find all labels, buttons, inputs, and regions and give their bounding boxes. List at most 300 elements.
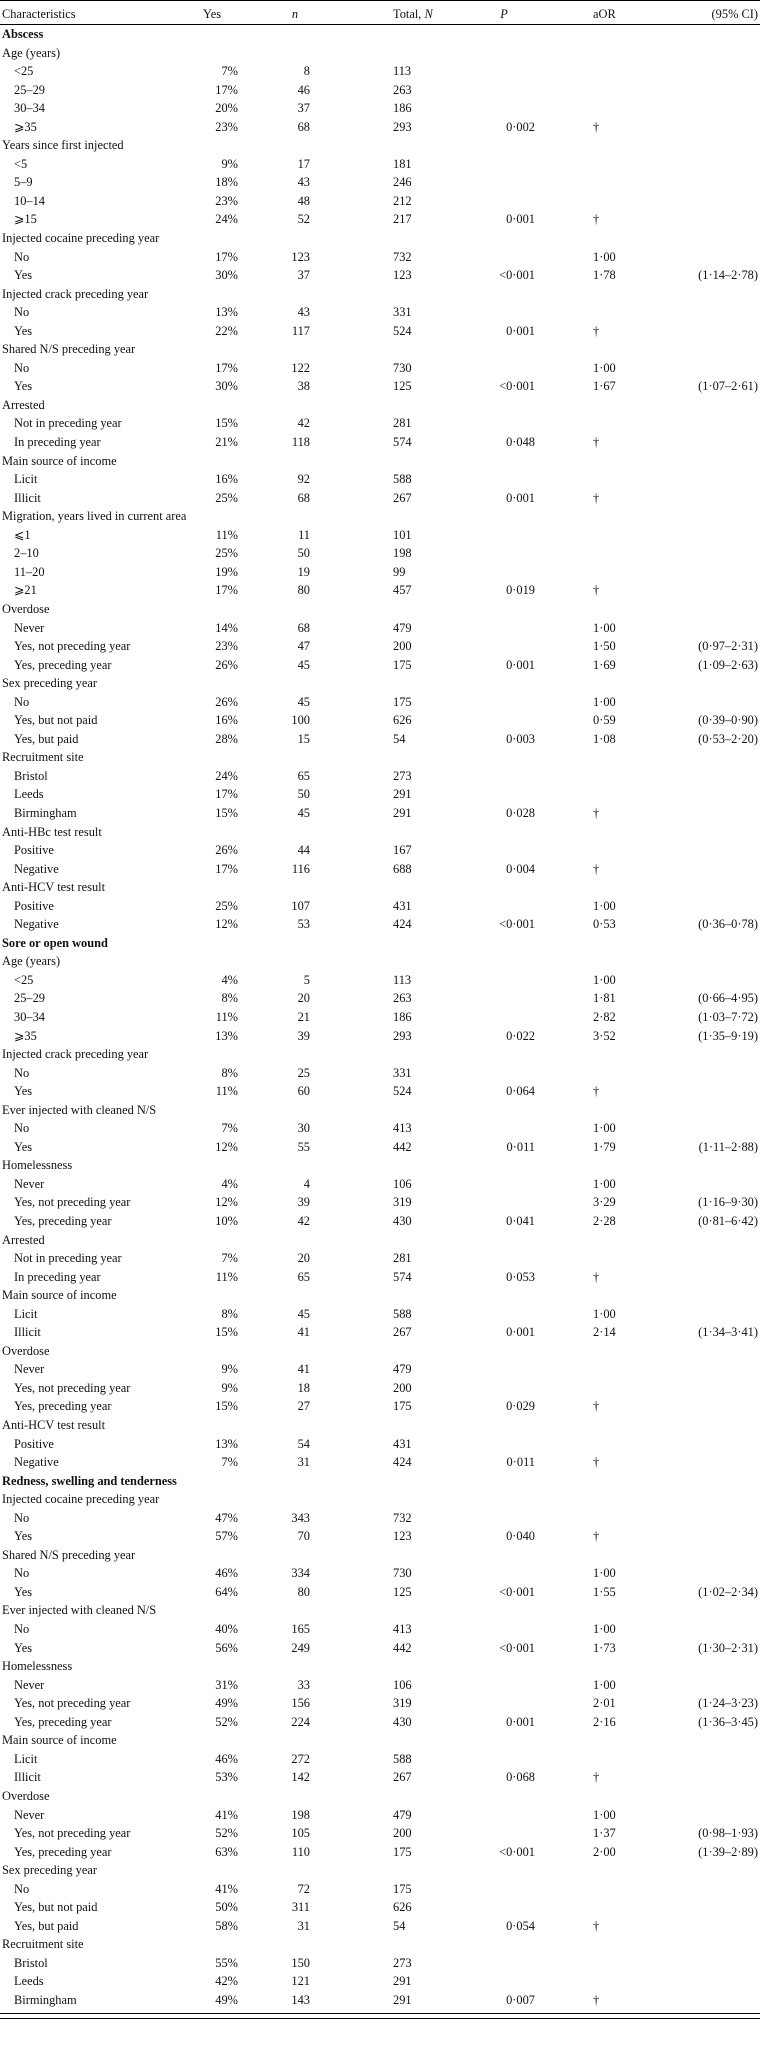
yes-percent-cell: 15% bbox=[215, 1325, 238, 1340]
yes-percent-cell: 21% bbox=[215, 435, 238, 450]
table-row bbox=[0, 1435, 760, 1454]
n-cell: 41 bbox=[297, 1362, 310, 1377]
category-label: 30–34 bbox=[14, 1009, 45, 1024]
variable-group-row bbox=[0, 1416, 760, 1435]
aor-cell: 1·55 bbox=[593, 1584, 616, 1599]
n-cell: 53 bbox=[297, 917, 310, 932]
header-aor: aOR bbox=[593, 7, 616, 21]
total-cell: 293 bbox=[393, 1028, 412, 1043]
total-cell: 319 bbox=[393, 1195, 412, 1210]
n-cell: 54 bbox=[297, 1436, 310, 1451]
yes-percent-cell: 42% bbox=[215, 1974, 238, 1989]
yes-percent-cell: 13% bbox=[215, 1436, 238, 1451]
category-label: Never bbox=[14, 1677, 45, 1692]
n-cell: 46 bbox=[297, 82, 310, 97]
table-row bbox=[0, 1379, 760, 1398]
aor-cell: † bbox=[593, 1529, 600, 1544]
total-cell: 281 bbox=[393, 416, 412, 431]
category-label: No bbox=[14, 694, 30, 709]
variable-group-label: Injected crack preceding year bbox=[2, 1047, 149, 1062]
n-cell: 80 bbox=[297, 583, 310, 598]
yes-percent-cell: 28% bbox=[215, 731, 238, 746]
yes-percent-cell: 12% bbox=[215, 1195, 238, 1210]
yes-percent-cell: 11% bbox=[215, 1084, 238, 1099]
header-total bbox=[393, 4, 433, 24]
p-value-cell: 0·040 bbox=[506, 1529, 535, 1544]
table-row bbox=[0, 433, 760, 452]
category-label: Never bbox=[14, 1807, 45, 1822]
yes-percent-cell: 18% bbox=[215, 175, 238, 190]
variable-group-row bbox=[0, 823, 760, 842]
category-label: No bbox=[14, 249, 30, 264]
yes-percent-cell: 46% bbox=[215, 1751, 238, 1766]
total-cell: 175 bbox=[393, 657, 412, 672]
yes-percent-cell: 14% bbox=[215, 620, 238, 635]
category-label: Illicit bbox=[14, 1325, 41, 1340]
yes-percent-cell: 23% bbox=[215, 193, 238, 208]
n-cell: 65 bbox=[297, 768, 310, 783]
variable-group-label: Recruitment site bbox=[2, 750, 84, 765]
n-cell: 45 bbox=[297, 805, 310, 820]
table-row bbox=[0, 303, 760, 322]
aor-cell: † bbox=[593, 1770, 600, 1785]
total-cell: 319 bbox=[393, 1696, 412, 1711]
n-cell: 105 bbox=[291, 1826, 310, 1841]
total-cell: 175 bbox=[393, 694, 412, 709]
yes-percent-cell: 58% bbox=[215, 1918, 238, 1933]
aor-cell: 2·82 bbox=[593, 1009, 616, 1024]
total-cell: 181 bbox=[393, 156, 412, 171]
variable-group-row bbox=[0, 1342, 760, 1361]
variable-group-label: Recruitment site bbox=[2, 1937, 84, 1952]
yes-percent-cell: 55% bbox=[215, 1955, 238, 1970]
aor-cell: 0·59 bbox=[593, 713, 616, 728]
aor-cell: 1·79 bbox=[593, 1139, 616, 1154]
header-ci: (95% CI) bbox=[711, 7, 758, 21]
aor-cell: † bbox=[593, 435, 600, 450]
table-row bbox=[0, 1880, 760, 1899]
yes-percent-cell: 10% bbox=[215, 1214, 238, 1228]
yes-percent-cell: 25% bbox=[215, 898, 238, 913]
header-yes: Yes bbox=[202, 7, 222, 21]
variable-group-label: Injected cocaine preceding year bbox=[2, 231, 160, 246]
table-row bbox=[0, 1193, 760, 1212]
yes-percent-cell: 30% bbox=[215, 268, 238, 283]
total-cell: 263 bbox=[393, 991, 412, 1006]
yes-percent-cell: 49% bbox=[215, 1696, 238, 1711]
category-label: Yes, not preceding year bbox=[14, 639, 131, 654]
ci-cell: (0·81–6·42) bbox=[698, 1214, 758, 1228]
yes-percent-cell: 9% bbox=[221, 1380, 238, 1395]
aor-cell: 1·69 bbox=[593, 657, 616, 672]
n-cell: 38 bbox=[297, 379, 310, 394]
total-cell: 125 bbox=[393, 1584, 412, 1599]
n-cell: 143 bbox=[291, 1992, 310, 2007]
category-label: 10–14 bbox=[14, 193, 45, 208]
total-cell: 331 bbox=[393, 1065, 412, 1080]
yes-percent-cell: 20% bbox=[215, 101, 238, 116]
n-cell: 110 bbox=[291, 1844, 310, 1859]
ci-cell: (1·35–9·19) bbox=[698, 1028, 758, 1043]
yes-percent-cell: 23% bbox=[215, 639, 238, 654]
table-row bbox=[0, 62, 760, 81]
p-value-cell: <0·001 bbox=[499, 379, 535, 394]
category-label: Yes, preceding year bbox=[14, 1844, 112, 1859]
category-label: <25 bbox=[14, 64, 34, 79]
p-value-cell: 0·001 bbox=[506, 323, 535, 338]
table-row bbox=[0, 526, 760, 545]
ci-cell: (0·53–2·20) bbox=[698, 731, 758, 746]
total-cell: 175 bbox=[393, 1844, 412, 1859]
n-cell: 42 bbox=[297, 416, 310, 431]
variable-group-label: Shared N/S preceding year bbox=[2, 342, 136, 357]
total-cell: 732 bbox=[393, 249, 412, 264]
table-row bbox=[0, 1397, 760, 1416]
table-row bbox=[0, 1138, 760, 1157]
yes-percent-cell: 22% bbox=[215, 323, 238, 338]
variable-group-row bbox=[0, 1935, 760, 1954]
category-label: ⩾35 bbox=[14, 119, 37, 134]
n-cell: 37 bbox=[297, 268, 310, 283]
table-row bbox=[0, 1305, 760, 1324]
ci-cell: (1·16–9·30) bbox=[698, 1195, 758, 1210]
aor-cell: † bbox=[593, 119, 600, 134]
yes-percent-cell: 24% bbox=[215, 212, 238, 227]
category-label: No bbox=[14, 1510, 30, 1525]
total-cell: 457 bbox=[393, 583, 412, 598]
total-cell: 442 bbox=[393, 1139, 412, 1154]
total-cell: 430 bbox=[393, 1214, 412, 1228]
table-row bbox=[0, 767, 760, 786]
table-row bbox=[0, 248, 760, 267]
n-cell: 39 bbox=[297, 1195, 310, 1210]
aor-cell: 1·00 bbox=[593, 1807, 616, 1822]
yes-percent-cell: 17% bbox=[215, 249, 238, 264]
variable-group-row bbox=[0, 1156, 760, 1175]
p-value-cell: 0·022 bbox=[506, 1028, 535, 1043]
category-label: 25–29 bbox=[14, 82, 45, 97]
n-cell: 33 bbox=[297, 1677, 310, 1692]
table-row bbox=[0, 730, 760, 749]
ci-cell: (1·09–2·63) bbox=[698, 657, 758, 672]
yes-percent-cell: 12% bbox=[215, 1139, 238, 1154]
n-cell: 5 bbox=[303, 972, 310, 987]
table-row bbox=[0, 544, 760, 563]
table-row bbox=[0, 1694, 760, 1713]
total-cell: 479 bbox=[393, 1807, 412, 1822]
category-label: 30–34 bbox=[14, 101, 45, 116]
yes-percent-cell: 9% bbox=[221, 156, 238, 171]
p-value-cell: 0·007 bbox=[506, 1992, 535, 2007]
n-cell: 45 bbox=[297, 1306, 310, 1321]
aor-cell: † bbox=[593, 805, 600, 820]
n-cell: 68 bbox=[297, 119, 310, 134]
table-row bbox=[0, 1027, 760, 1046]
aor-cell: † bbox=[593, 490, 600, 505]
category-label: No bbox=[14, 1121, 30, 1136]
category-label: 25–29 bbox=[14, 991, 45, 1006]
n-cell: 116 bbox=[291, 861, 310, 876]
ci-cell: (1·03–7·72) bbox=[698, 1009, 758, 1024]
total-cell: 99 bbox=[393, 564, 406, 579]
category-label: <5 bbox=[14, 156, 28, 171]
aor-cell: 1·00 bbox=[593, 1622, 616, 1637]
section-heading-row bbox=[0, 934, 760, 953]
aor-cell: † bbox=[593, 1084, 600, 1099]
total-cell: 431 bbox=[393, 1436, 412, 1451]
ci-cell: (1·34–3·41) bbox=[698, 1325, 758, 1340]
variable-group-row bbox=[0, 396, 760, 415]
yes-percent-cell: 41% bbox=[215, 1881, 238, 1896]
total-cell: 442 bbox=[393, 1640, 412, 1655]
aor-cell: 1·08 bbox=[593, 731, 616, 746]
total-cell: 424 bbox=[393, 917, 412, 932]
variable-group-row bbox=[0, 1731, 760, 1750]
p-value-cell: 0·053 bbox=[506, 1269, 535, 1284]
p-value-cell: 0·004 bbox=[506, 861, 535, 876]
table-row bbox=[0, 1954, 760, 1973]
n-cell: 80 bbox=[297, 1584, 310, 1599]
table-row bbox=[0, 619, 760, 638]
total-cell: 413 bbox=[393, 1121, 412, 1136]
category-label: Yes, not preceding year bbox=[14, 1696, 131, 1711]
yes-percent-cell: 23% bbox=[215, 119, 238, 134]
table-row bbox=[0, 470, 760, 489]
total-cell: 246 bbox=[393, 175, 412, 190]
category-label: No bbox=[14, 1881, 30, 1896]
yes-percent-cell: 9% bbox=[221, 1362, 238, 1377]
aor-cell: † bbox=[593, 212, 600, 227]
n-cell: 20 bbox=[297, 1251, 310, 1266]
variable-group-row bbox=[0, 1787, 760, 1806]
total-cell: 424 bbox=[393, 1455, 412, 1470]
n-cell: 47 bbox=[297, 639, 310, 654]
yes-percent-cell: 8% bbox=[221, 1306, 238, 1321]
yes-percent-cell: 26% bbox=[215, 657, 238, 672]
n-cell: 19 bbox=[297, 564, 310, 579]
table-row bbox=[0, 1119, 760, 1138]
n-cell: 334 bbox=[291, 1566, 310, 1581]
category-label: Licit bbox=[14, 1751, 38, 1766]
table-row bbox=[0, 971, 760, 990]
category-label: ⩾21 bbox=[14, 583, 37, 598]
table-row bbox=[0, 1082, 760, 1101]
yes-percent-cell: 53% bbox=[215, 1770, 238, 1785]
n-cell: 27 bbox=[297, 1399, 310, 1414]
p-value-cell: 0·054 bbox=[506, 1918, 535, 1933]
category-label: Yes, not preceding year bbox=[14, 1826, 131, 1841]
table-row bbox=[0, 1583, 760, 1602]
table-row bbox=[0, 1509, 760, 1528]
p-value-cell: 0·001 bbox=[506, 490, 535, 505]
yes-percent-cell: 24% bbox=[215, 768, 238, 783]
p-value-cell: 0·001 bbox=[506, 1714, 535, 1729]
aor-cell: † bbox=[593, 323, 600, 338]
ci-cell: (0·97–2·31) bbox=[698, 639, 758, 654]
header-characteristics: Characteristics bbox=[2, 7, 76, 21]
table-row bbox=[0, 1676, 760, 1695]
yes-percent-cell: 25% bbox=[215, 490, 238, 505]
yes-percent-cell: 57% bbox=[215, 1529, 238, 1544]
category-label: Yes bbox=[14, 1139, 33, 1154]
category-label: Yes bbox=[14, 379, 33, 394]
section-heading-row bbox=[0, 1472, 760, 1491]
n-cell: 21 bbox=[297, 1009, 310, 1024]
yes-percent-cell: 50% bbox=[215, 1900, 238, 1915]
yes-percent-cell: 15% bbox=[215, 805, 238, 820]
category-label: Not in preceding year bbox=[14, 1251, 122, 1266]
category-label: Yes bbox=[14, 1084, 33, 1099]
ci-cell: (0·36–0·78) bbox=[698, 917, 758, 932]
ci-cell: (1·14–2·78) bbox=[698, 268, 758, 283]
n-cell: 15 bbox=[297, 731, 310, 746]
variable-group-row bbox=[0, 1101, 760, 1120]
category-label: Leeds bbox=[14, 787, 44, 802]
p-value-cell: 0·064 bbox=[506, 1084, 535, 1099]
category-label: Yes bbox=[14, 1529, 33, 1544]
aor-cell: 1·37 bbox=[593, 1826, 616, 1841]
ci-cell: (1·02–2·34) bbox=[698, 1584, 758, 1599]
category-label: Never bbox=[14, 1176, 45, 1191]
n-cell: 150 bbox=[291, 1955, 310, 1970]
aor-cell: † bbox=[593, 861, 600, 876]
category-label: Never bbox=[14, 1362, 45, 1377]
variable-group-row bbox=[0, 1490, 760, 1509]
total-cell: 524 bbox=[393, 1084, 412, 1099]
table-row bbox=[0, 1008, 760, 1027]
variable-group-label: Ever injected with cleaned N/S bbox=[2, 1102, 157, 1117]
yes-percent-cell: 7% bbox=[221, 64, 238, 79]
table-row bbox=[0, 1249, 760, 1268]
n-cell: 311 bbox=[291, 1900, 310, 1915]
variable-group-label: Main source of income bbox=[2, 1733, 117, 1748]
aor-cell: † bbox=[593, 1269, 600, 1284]
yes-percent-cell: 8% bbox=[221, 1065, 238, 1080]
aor-cell: 1·50 bbox=[593, 639, 616, 654]
category-label: Negative bbox=[14, 1455, 59, 1470]
yes-percent-cell: 17% bbox=[215, 861, 238, 876]
total-cell: 730 bbox=[393, 360, 412, 375]
variable-group-label: Main source of income bbox=[2, 453, 117, 468]
n-cell: 45 bbox=[297, 694, 310, 709]
table-row bbox=[0, 1713, 760, 1732]
total-cell: 273 bbox=[393, 768, 412, 783]
variable-group-label: Anti-HCV test result bbox=[2, 880, 106, 895]
aor-cell: † bbox=[593, 1992, 600, 2007]
aor-cell: 3·52 bbox=[593, 1028, 616, 1043]
table-row bbox=[0, 81, 760, 100]
yes-percent-cell: 56% bbox=[215, 1640, 238, 1655]
n-cell: 31 bbox=[297, 1455, 310, 1470]
category-label: Yes bbox=[14, 1584, 33, 1599]
total-cell: 732 bbox=[393, 1510, 412, 1525]
category-label: Yes bbox=[14, 323, 33, 338]
total-cell: 626 bbox=[393, 1900, 412, 1915]
total-cell: 291 bbox=[393, 1992, 412, 2007]
variable-group-row bbox=[0, 1231, 760, 1250]
yes-percent-cell: 25% bbox=[215, 546, 238, 561]
table-row bbox=[0, 1323, 760, 1342]
n-cell: 65 bbox=[297, 1269, 310, 1284]
table-row bbox=[0, 581, 760, 600]
variable-group-label: Homelessness bbox=[2, 1659, 73, 1674]
variable-group-row bbox=[0, 600, 760, 619]
table-row bbox=[0, 192, 760, 211]
table-row bbox=[0, 1360, 760, 1379]
p-value-cell: 0·002 bbox=[506, 119, 535, 134]
total-cell: 123 bbox=[393, 1529, 412, 1544]
total-cell: 431 bbox=[393, 898, 412, 913]
table-row bbox=[0, 1064, 760, 1083]
category-label: Yes bbox=[14, 1640, 33, 1655]
n-cell: 31 bbox=[297, 1918, 310, 1933]
ci-cell: (1·24–3·23) bbox=[698, 1696, 758, 1711]
total-cell: 267 bbox=[393, 1770, 412, 1785]
category-label: ⩾35 bbox=[14, 1028, 37, 1043]
section-heading: Abscess bbox=[2, 27, 44, 41]
p-value-cell: 0·048 bbox=[506, 435, 535, 450]
n-cell: 30 bbox=[297, 1121, 310, 1136]
n-cell: 55 bbox=[297, 1139, 310, 1154]
table-row bbox=[0, 860, 760, 879]
category-label: Illicit bbox=[14, 1770, 41, 1785]
category-label: Birmingham bbox=[14, 805, 77, 820]
table-header bbox=[0, 0, 760, 25]
n-cell: 343 bbox=[291, 1510, 310, 1525]
yes-percent-cell: 17% bbox=[215, 787, 238, 802]
table-row bbox=[0, 1768, 760, 1787]
category-label: Yes, not preceding year bbox=[14, 1380, 131, 1395]
variable-group-row bbox=[0, 952, 760, 971]
n-cell: 165 bbox=[291, 1622, 310, 1637]
total-cell: 106 bbox=[393, 1176, 412, 1191]
aor-cell: 1·00 bbox=[593, 694, 616, 709]
total-cell: 331 bbox=[393, 305, 412, 320]
aor-cell: 1·00 bbox=[593, 1306, 616, 1321]
category-label: Positive bbox=[14, 843, 54, 858]
variable-group-row bbox=[0, 1546, 760, 1565]
n-cell: 224 bbox=[291, 1714, 310, 1729]
yes-percent-cell: 11% bbox=[215, 1269, 238, 1284]
n-cell: 60 bbox=[297, 1084, 310, 1099]
category-label: Bristol bbox=[14, 1955, 48, 1970]
aor-cell: 3·29 bbox=[593, 1195, 616, 1210]
yes-percent-cell: 15% bbox=[215, 416, 238, 431]
category-label: Yes, but not paid bbox=[14, 713, 98, 728]
total-cell: 200 bbox=[393, 1380, 412, 1395]
variable-group-label: Years since first injected bbox=[2, 138, 124, 153]
table-row bbox=[0, 1991, 760, 2010]
variable-group-row bbox=[0, 1601, 760, 1620]
n-cell: 68 bbox=[297, 620, 310, 635]
p-value-cell: 0·041 bbox=[506, 1214, 535, 1228]
p-value-cell: <0·001 bbox=[499, 1584, 535, 1599]
category-label: ⩽1 bbox=[14, 527, 31, 542]
yes-percent-cell: 13% bbox=[215, 305, 238, 320]
aor-cell: 1·00 bbox=[593, 1176, 616, 1191]
yes-percent-cell: 7% bbox=[221, 1251, 238, 1266]
category-label: <25 bbox=[14, 972, 34, 987]
yes-percent-cell: 47% bbox=[215, 1510, 238, 1525]
total-cell: 626 bbox=[393, 713, 412, 728]
yes-percent-cell: 40% bbox=[215, 1622, 238, 1637]
total-cell: 200 bbox=[393, 639, 412, 654]
yes-percent-cell: 49% bbox=[215, 1992, 238, 2007]
category-label: No bbox=[14, 1566, 30, 1581]
table-row bbox=[0, 173, 760, 192]
yes-percent-cell: 52% bbox=[215, 1826, 238, 1841]
total-cell: 106 bbox=[393, 1677, 412, 1692]
